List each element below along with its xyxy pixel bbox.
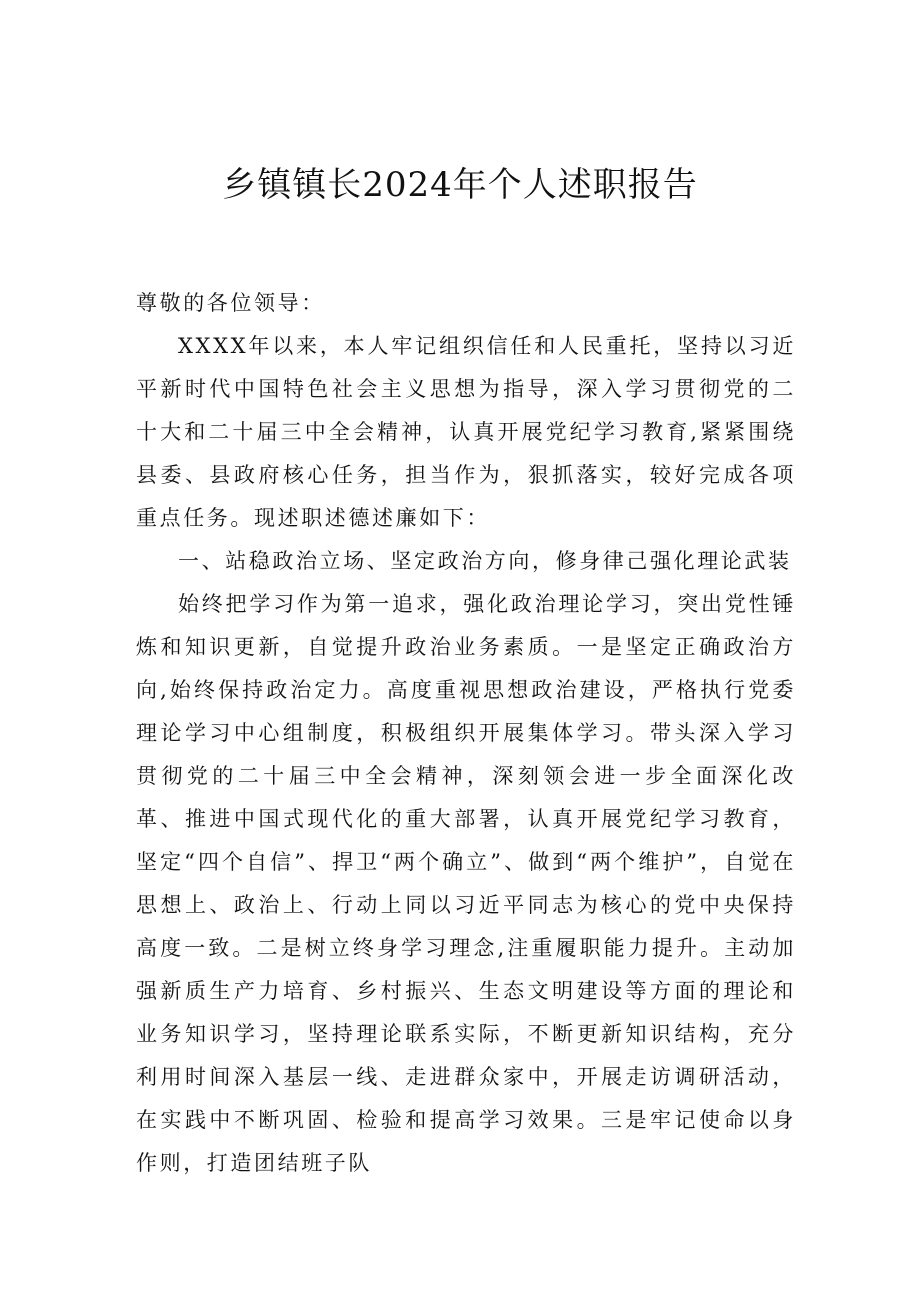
document-body — [136, 282, 796, 1185]
document-title: 乡镇镇长2024年个人述职报告 — [222, 165, 698, 205]
section-1-paragraph: 始终把学习作为第一追求，强化政治理论学习，突出党性锤炼和知识更新，自觉提升政治业务素质。一是坚定正确政治方向,始终保持政治定力。高度重视思想政治建设，严格执行党委理论学习中心组制度，积极组织开展集体学习。带头深入学习贯彻党的二十届三中全会精神，深刻领会进一步全面深化改革、推进中国式现代化的重大部署，认真开展党纪学习教育，坚定“四个自信”、捍卫“两个确立”、做到“两个维护”，自觉在思想上、政治上、行动上同以习近平同志为核心的党中央保持高度一致。二是树立终身学习理念,注重履职能力提升。主动加强新质生产力培育、乡村振兴、生态文明建设等方面的理论和业务知识学习，坚持理论联系实际，不断更新知识结构，充分利用时间深入基层一线、走进群众家中，开展走访调研活动，在实践中不断巩固、检验和提高学习效果。三是牢记使命以身作则，打造团结班子队 — [136, 592, 796, 1175]
section-heading-1: 一、站稳政治立场、坚定政治方向，修身律己强化理论武装 — [178, 549, 792, 573]
intro-paragraph: XXXX年以来，本人牢记组织信任和人民重托，坚持以习近平新时代中国特色社会主义思想为指导，深入学习贯彻党的二十大和二十届三中全会精神，认真开展党纪学习教育,紧紧围绕县委、县政府核心任务，担当作为，狠抓落实，较好完成各项重点任务。现述职述德述廉如下： — [136, 334, 796, 530]
greeting-line: 尊敬的各位领导： — [136, 291, 325, 315]
